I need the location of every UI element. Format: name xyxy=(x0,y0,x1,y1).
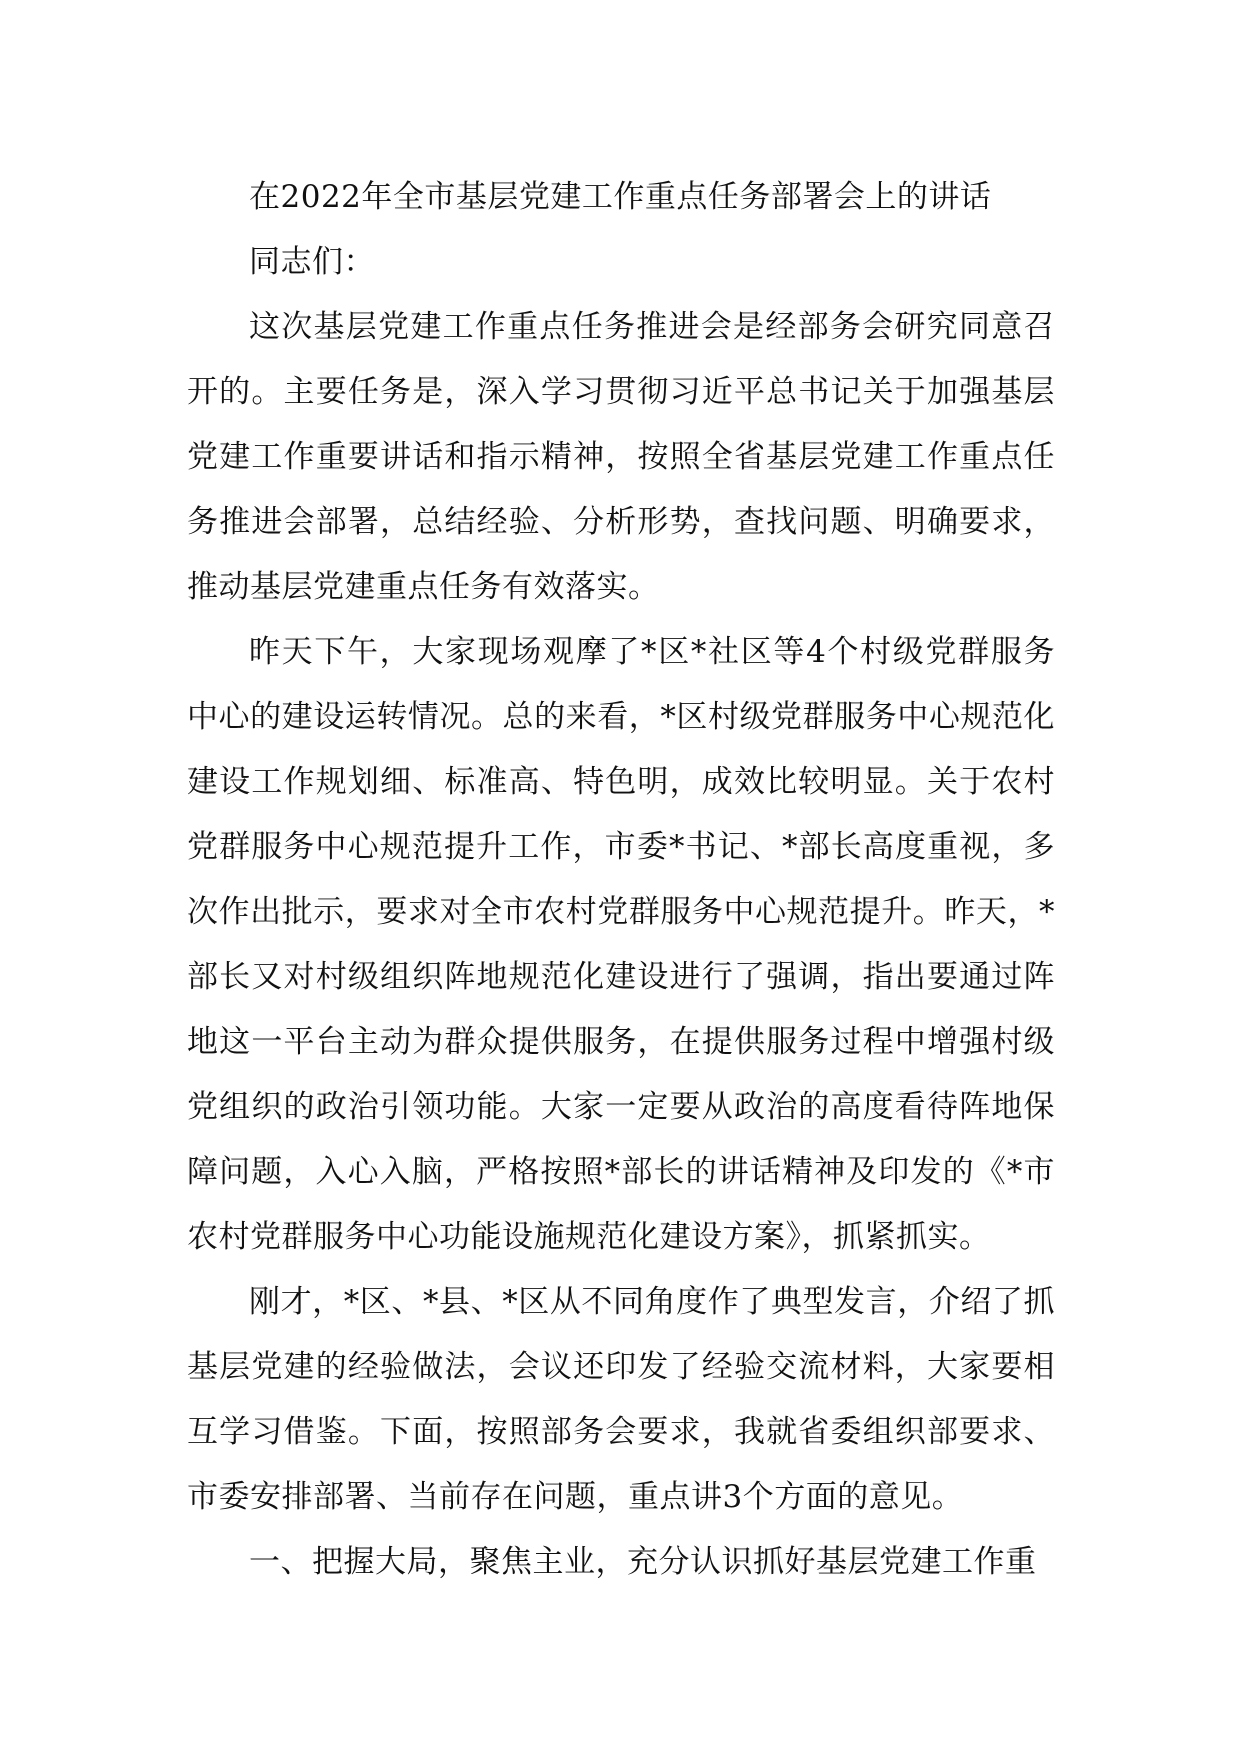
document-body xyxy=(187,165,1055,1595)
paragraph-exchange: 刚才，*区、*县、*区从不同角度作了典型发言，介绍了抓基层党建的经验做法，会议还印发了经验交流材料，大家要相互学习借鉴。下面，按照部务会要求，我就省委组织部要求、市委安排部署、当前存在问题，重点讲3个方面的意见。 xyxy=(187,1284,1055,1515)
paragraph-intro: 这次基层党建工作重点任务推进会是经部务会研究同意召开的。主要任务是，深入学习贯彻习近平总书记关于加强基层党建工作重要讲话和指示精神，按照全省基层党建工作重点任务推进会部署，总结经验、分析形势，查找问题、明确要求，推动基层党建重点任务有效落实。 xyxy=(187,309,1055,605)
section-heading-one: 一、把握大局，聚焦主业，充分认识抓好基层党建工作重 xyxy=(249,1544,1037,1580)
salutation: 同志们： xyxy=(249,244,375,280)
document-title: 在2022年全市基层党建工作重点任务部署会上的讲话 xyxy=(249,179,992,215)
paragraph-observation: 昨天下午，大家现场观摩了*区*社区等4个村级党群服务中心的建设运转情况。总的来看，*区村级党群服务中心规范化建设工作规划细、标准高、特色明，成效比较明显。关于农村党群服务中心规范提升工作，市委*书记、*部长高度重视，多次作出批示，要求对全市农村党群服务中心规范提升。昨天，*部长又对村级组织阵地规范化建设进行了强调，指出要通过阵地这一平台主动为群众提供服务，在提供服务过程中增强村级党组织的政治引领功能。大家一定要从政治的高度看待阵地保障问题，入心入脑，严格按照*部长的讲话精神及印发的《*市农村党群服务中心功能设施规范化建设方案》，抓紧抓实。 xyxy=(187,634,1055,1255)
